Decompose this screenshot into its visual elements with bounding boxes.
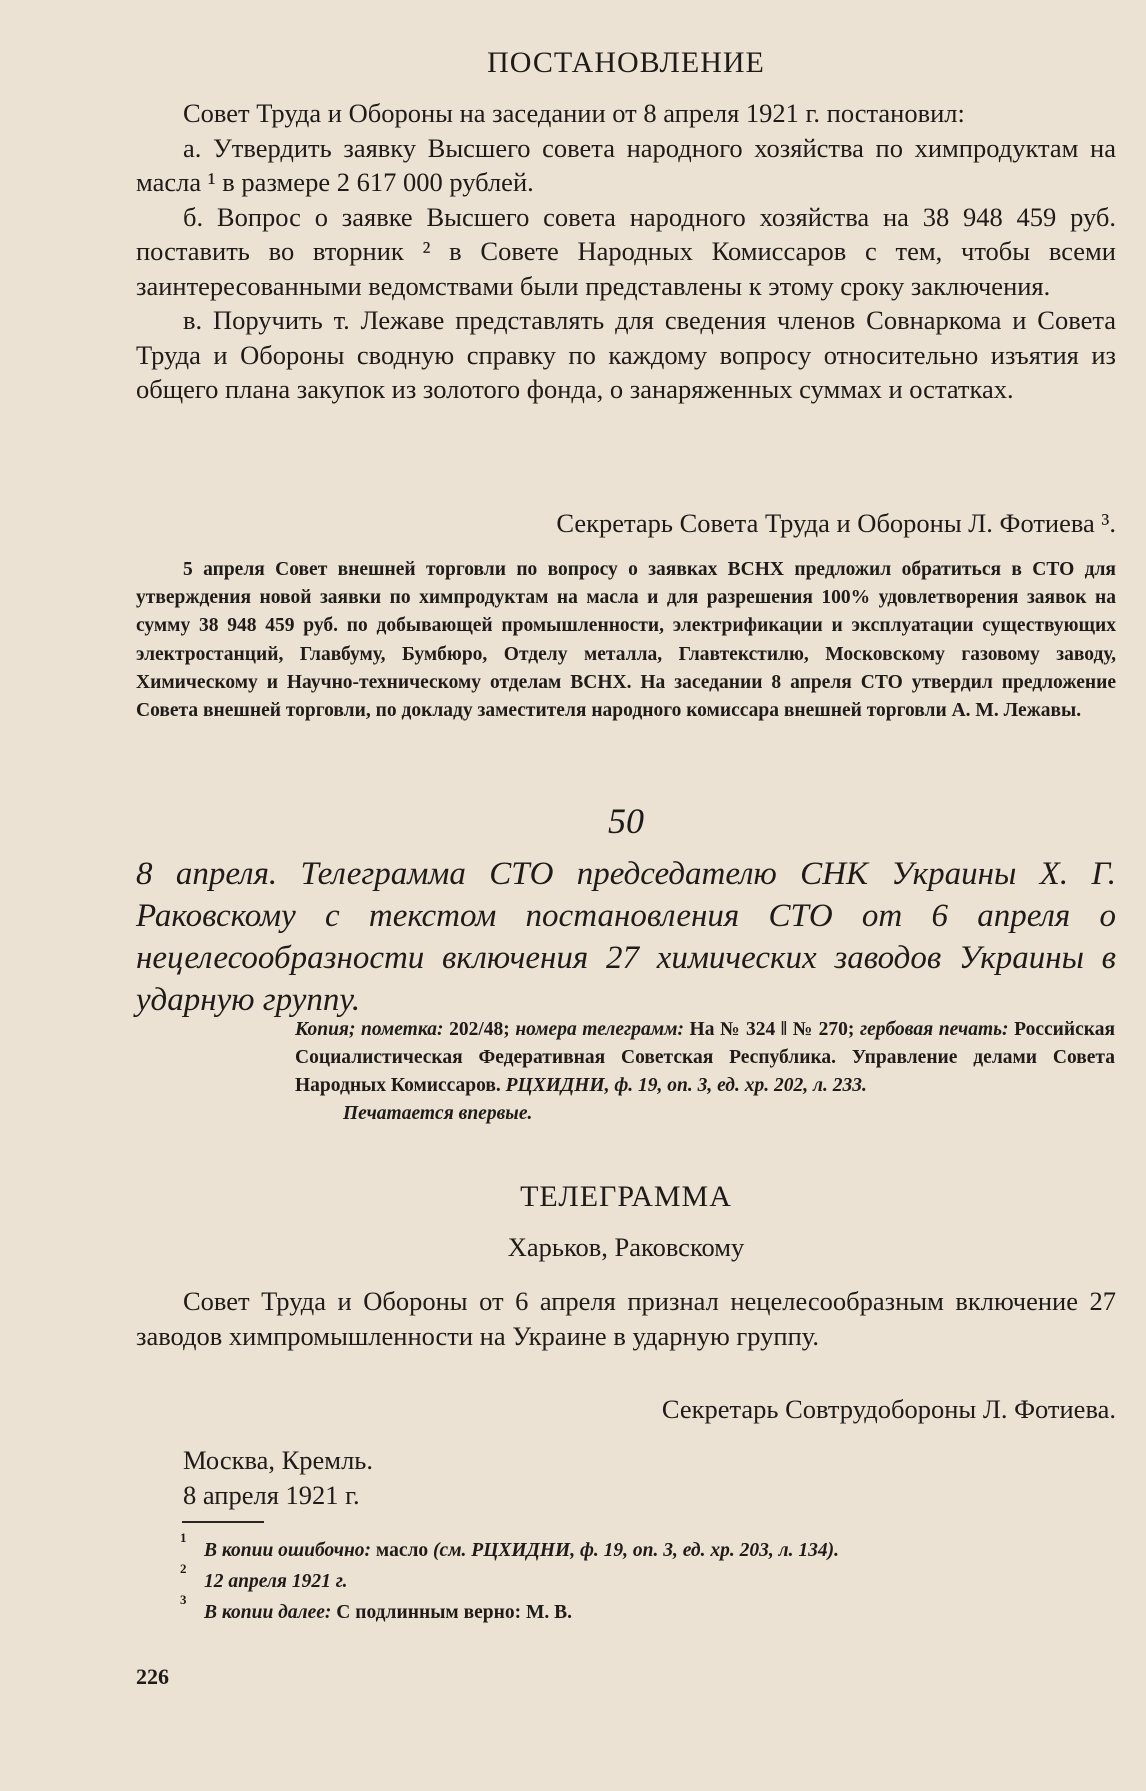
meta-value-seal: Российская Социалистическая Федеративная Советская Республика. Управление делами Совета Народных Комиссаров. [295, 1019, 1115, 1096]
footnote-label: В копии далее: [204, 1602, 332, 1623]
resolution-item-b: б. Вопрос о заявке Высшего совета народного хозяйства на 38 948 459 руб. поставить во вторник ² в Совете Народных Комиссаров с тем, чтобы всеми заинтересованными ведомствами были представлены к этому сроку заключения. [136, 201, 1116, 301]
meta-value-telegram-numbers: На № 324 ‖ № 270; [683, 1019, 860, 1040]
resolution-item-c: в. Поручить т. Лежаве представлять для сведения членов Совнаркома и Совета Труда и Обороны сводную справку по каждому вопросу относительно изъятия из общего плана закупок из золотого фонда, о занаряженных суммах и остатках. [136, 305, 1116, 404]
footnote [180, 1561, 1122, 1593]
meta-label-seal: гербовая печать: [859, 1019, 1009, 1040]
footnote-label: В копии ошибочно: [204, 1540, 372, 1561]
document-heading: 8 апреля. Телеграмма СТО председателю СНК Украины Х. Г. Раковскому с текстом постановления СТО от 6 апреля о нецелесообразности включения 27 химических заводов Украины в ударную группу. [136, 856, 1116, 1018]
resolution-item-a: а. Утвердить заявку Высшего совета народного хозяйства по химпродуктам на масла ¹ в размере 2 617 000 рублей. [136, 132, 1116, 197]
meta-label-copy: Копия; пометка: [295, 1019, 444, 1040]
resolution-signature: Секретарь Совета Труда и Обороны Л. Фотиева ³. [556, 508, 1116, 538]
footnote [180, 1530, 1122, 1562]
editorial-note: 5 апреля Совет внешней торговли по вопросу о заявках ВСНХ предложил обратиться в СТО для утверждения новой заявки по химпродуктам на масла и для разрешения 100% удовлетворения заявок на сумму 38 948 459 руб. по добывающей промышленности, электрификации и эксплуатации существующих электростанций, Главбуму, Бумбюро, Отделу металла, Главтекстилю, Московскому газовому заводу, Химическому и Научно-техническому отделам ВСНХ. На заседании 8 апреля СТО утвердил предложение Совета внешней торговли, по докладу заместителя народного комиссара внешней торговли А. М. Лежавы. [136, 559, 1116, 722]
telegram-signature: Секретарь Совтрудобороны Л. Фотиева. [661, 1394, 1116, 1424]
resolution-title: ПОСТАНОВЛЕНИЕ [487, 46, 765, 79]
footnote-number: 2 [180, 1561, 187, 1576]
telegram-date: 8 апреля 1921 г. [183, 1479, 360, 1510]
resolution-body [136, 96, 1116, 407]
footnote [180, 1592, 1122, 1624]
footnote-number: 3 [180, 1592, 187, 1607]
resolution-intro: Совет Труда и Обороны на заседании от 8 апреля 1921 г. постановил: [183, 98, 965, 128]
page-number: 226 [136, 1664, 169, 1689]
footnote-text: С подлинным верно: М. В. [331, 1602, 572, 1623]
footnote-label: 12 апреля 1921 г. [204, 1571, 348, 1592]
archival-metadata [295, 1016, 1115, 1128]
meta-label-telegram-numbers: номера телеграмм: [515, 1019, 684, 1040]
publication-note: Печатается впервые. [343, 1103, 533, 1124]
telegram-address: Харьков, Раковскому [507, 1232, 745, 1262]
document-number: 50 [608, 801, 644, 841]
telegram-place: Москва, Кремль. [183, 1445, 374, 1475]
telegram-text: Совет Труда и Обороны от 6 апреля признал нецелесообразным включение 27 заводов химпромышленности на Украине в ударную группу. [136, 1286, 1116, 1351]
footnote-reference: (см. РЦХИДНИ, ф. 19, оп. 3, ед. хр. 203, л. 134). [433, 1540, 839, 1561]
footnote-divider [182, 1521, 264, 1523]
telegram-place-date [136, 1443, 1116, 1512]
telegram-title: ТЕЛЕГРАММА [520, 1180, 732, 1213]
archive-reference: РЦХИДНИ, ф. 19, оп. 3, ед. хр. 202, л. 233. [505, 1075, 867, 1096]
meta-value-copy: 202/48; [443, 1019, 516, 1040]
footnote-number: 1 [180, 1530, 187, 1545]
footnote-text: масло [371, 1540, 434, 1561]
